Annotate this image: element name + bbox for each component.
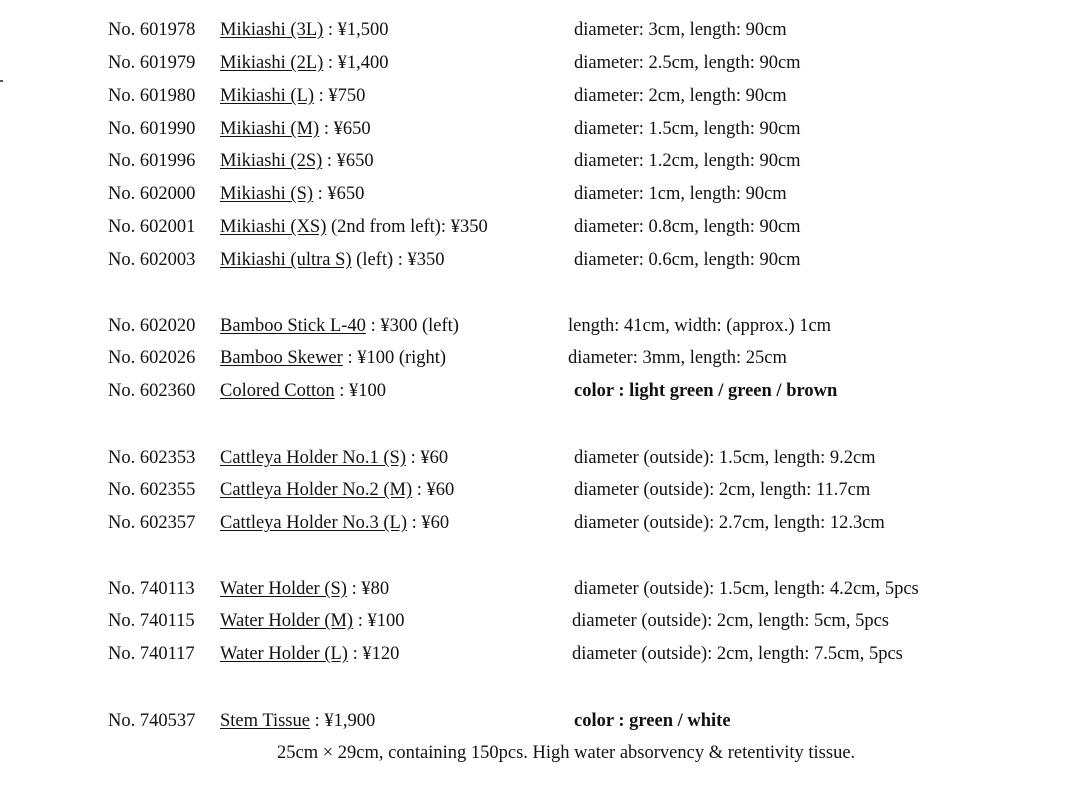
item-description: diameter: 1.5cm, length: 90cm	[574, 119, 801, 139]
item-name-price	[220, 314, 459, 338]
item-name: Mikiashi (XS)	[220, 217, 327, 237]
item-price: : ¥1,900	[309, 711, 376, 731]
item-number: No. 740113	[108, 579, 195, 599]
item-name: Mikiashi (S)	[220, 184, 314, 204]
item-name: Mikiashi (2S)	[220, 151, 323, 171]
item-number: No. 602001	[108, 217, 196, 237]
item-description: diameter: 0.8cm, length: 90cm	[574, 217, 801, 237]
item-number: No. 601996	[108, 151, 196, 171]
item-number: No. 601990	[108, 119, 196, 139]
item-description: diameter (outside): 2cm, length: 11.7cm	[574, 480, 871, 500]
item-description: length: 41cm, width: (approx.) 1cm	[568, 316, 832, 336]
item-name: Mikiashi (2L)	[220, 53, 324, 73]
item-price: : ¥60	[412, 480, 455, 500]
item-number: No. 602355	[108, 480, 196, 500]
stem-tissue-footnote: 25cm × 29cm, containing 150pcs. High water absorvency & retentivity tissue.	[277, 743, 856, 763]
item-name-price	[220, 215, 488, 239]
item-number: No. 602000	[108, 184, 196, 204]
item-price: : ¥650	[322, 151, 374, 171]
item-price: : ¥300 (left)	[365, 316, 459, 336]
item-price: : ¥100	[353, 611, 405, 631]
item-name-price	[220, 346, 446, 370]
item-description: diameter (outside): 1.5cm, length: 9.2cm	[574, 448, 876, 468]
item-name-price	[220, 642, 399, 666]
scan-mark	[0, 80, 3, 82]
item-name-price	[220, 446, 448, 470]
item-name-price	[220, 248, 445, 272]
item-description: diameter (outside): 2cm, length: 7.5cm, 5pcs	[572, 644, 903, 664]
item-number: No. 601980	[108, 86, 196, 106]
item-name: Bamboo Skewer	[220, 348, 343, 368]
item-color-options: color : light green / green / brown	[574, 381, 838, 401]
item-number: No. 601978	[108, 20, 196, 40]
item-number: No. 602020	[108, 316, 196, 336]
item-name-price	[220, 609, 405, 633]
item-number: No. 602360	[108, 381, 196, 401]
item-price: (2nd from left): ¥350	[326, 217, 488, 237]
item-name: Mikiashi (3L)	[220, 20, 324, 40]
item-price: : ¥1,400	[323, 53, 389, 73]
item-price: : ¥650	[319, 119, 371, 139]
item-name: Water Holder (M)	[220, 611, 354, 631]
item-number: No. 602357	[108, 513, 196, 533]
item-name-price	[220, 117, 371, 141]
item-description: diameter: 0.6cm, length: 90cm	[574, 250, 801, 270]
item-number: No. 740537	[108, 711, 196, 731]
item-description: diameter: 1.2cm, length: 90cm	[574, 151, 801, 171]
item-price: : ¥1,500	[323, 20, 389, 40]
item-number: No. 740117	[108, 644, 195, 664]
item-name: Mikiashi (M)	[220, 119, 320, 139]
item-name: Cattleya Holder No.1 (S)	[220, 448, 406, 468]
item-name: Mikiashi (ultra S)	[220, 250, 352, 270]
item-name-price	[220, 577, 389, 601]
item-name-price	[220, 149, 374, 173]
item-price: : ¥120	[347, 644, 400, 664]
item-description: diameter: 2cm, length: 90cm	[574, 86, 787, 106]
item-name-price	[220, 478, 454, 502]
item-price: : ¥100	[334, 381, 386, 401]
item-description: diameter: 1cm, length: 90cm	[574, 184, 787, 204]
item-description: diameter: 3mm, length: 25cm	[568, 348, 787, 368]
item-description: diameter: 3cm, length: 90cm	[574, 20, 787, 40]
item-price: : ¥60	[407, 513, 450, 533]
item-description: diameter (outside): 2cm, length: 5cm, 5pcs	[572, 611, 889, 631]
item-name-price	[220, 182, 364, 206]
item-price: : ¥60	[406, 448, 449, 468]
item-name: Water Holder (S)	[220, 579, 347, 599]
item-number: No. 602026	[108, 348, 196, 368]
item-name-price	[220, 379, 386, 403]
item-price: (left) : ¥350	[351, 250, 445, 270]
item-price: : ¥100 (right)	[342, 348, 447, 368]
item-name: Water Holder (L)	[220, 644, 348, 664]
item-description: diameter: 2.5cm, length: 90cm	[574, 53, 801, 73]
item-name-price	[220, 709, 375, 733]
item-description: diameter (outside): 2.7cm, length: 12.3cm	[574, 513, 885, 533]
item-name: Colored Cotton	[220, 381, 335, 401]
item-name-price	[220, 18, 389, 42]
item-name: Mikiashi (L)	[220, 86, 315, 106]
item-number: No. 602353	[108, 448, 196, 468]
item-price: : ¥750	[314, 86, 366, 106]
item-number: No. 602003	[108, 250, 196, 270]
item-price: : ¥650	[313, 184, 365, 204]
item-name: Stem Tissue	[220, 711, 310, 731]
item-name-price	[220, 51, 389, 75]
item-description: diameter (outside): 1.5cm, length: 4.2cm, 5pcs	[574, 579, 919, 599]
item-name: Bamboo Stick L-40	[220, 316, 366, 336]
item-number: No. 601979	[108, 53, 196, 73]
item-name: Cattleya Holder No.3 (L)	[220, 513, 407, 533]
item-name: Cattleya Holder No.2 (M)	[220, 480, 413, 500]
item-name-price	[220, 511, 449, 535]
item-name-price	[220, 84, 365, 108]
item-price: : ¥80	[346, 579, 390, 599]
item-color-options: color : green / white	[574, 711, 731, 731]
item-number: No. 740115	[108, 611, 195, 631]
